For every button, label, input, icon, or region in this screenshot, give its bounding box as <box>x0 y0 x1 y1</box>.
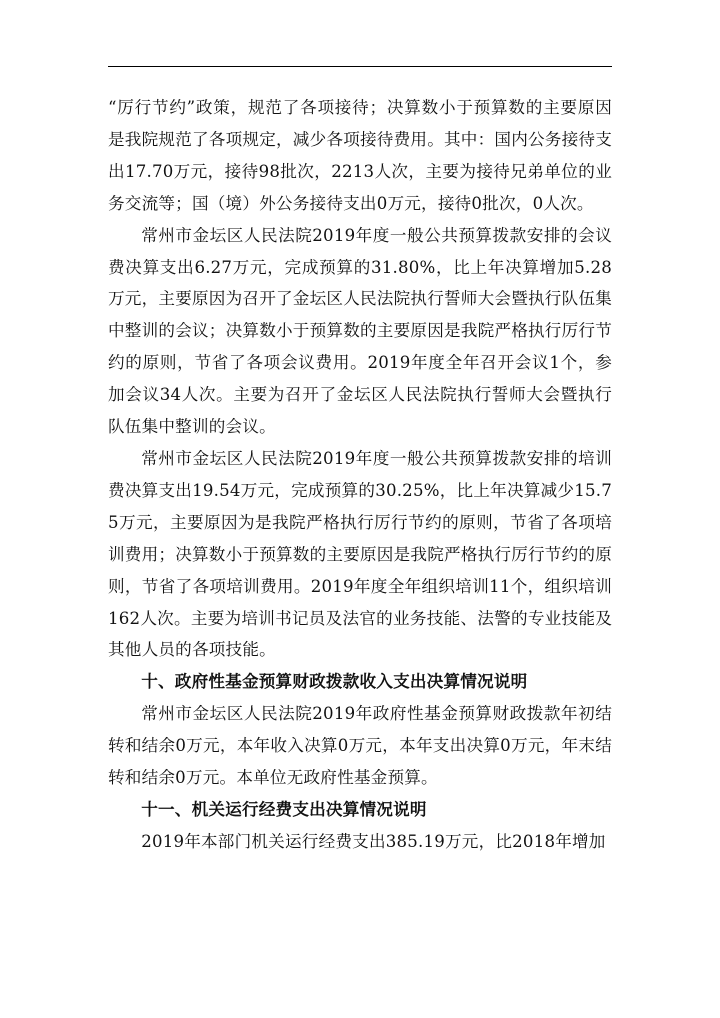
document-body <box>108 92 612 858</box>
paragraph-training-expense: 常州市金坛区人民法院2019年度一般公共预算拨款安排的培训费决算支出19.54万元，完成预算的30.25%，比上年决算减少15.75万元，主要原因为是我院严格执行厉行节约的原则，节省了各项培训费用；决算数小于预算数的主要原因是我院严格执行厉行节约的原则，节省了各项培训费用。2019年度全年组织培训11个，组织培训162人次。主要为培训书记员及法官的业务技能、法警的专业技能及其他人员的各项技能。 <box>108 448 612 660</box>
section-heading-operating-expense: 十一、机关运行经费支出决算情况说明 <box>141 799 427 819</box>
paragraph-reception-expense: “厉行节约”政策，规范了各项接待；决算数小于预算数的主要原因是我院规范了各项规定，减少各项接待费用。其中：国内公务接待支出17.70万元，接待98批次，2213人次，主要为接待兄弟单位的业务交流等；国（境）外公务接待支出0万元，接待0批次，0人次。 <box>108 98 612 213</box>
header-rule <box>108 66 612 67</box>
paragraph-meeting-expense: 常州市金坛区人民法院2019年度一般公共预算拨款安排的会议费决算支出6.27万元，完成预算的31.80%，比上年决算增加5.28万元，主要原因为召开了金坛区人民法院执行誓师大会暨执行队伍集中整训的会议；决算数小于预算数的主要原因是我院严格执行厉行节约的原则，节省了各项会议费用。2019年度全年召开会议1个，参加会议34人次。主要为召开了金坛区人民法院执行誓师大会暨执行队伍集中整训的会议。 <box>108 225 612 437</box>
section-heading-government-fund: 十、政府性基金预算财政拨款收入支出决算情况说明 <box>141 672 528 692</box>
paragraph-government-fund: 常州市金坛区人民法院2019年政府性基金预算财政拨款年初结转和结余0万元，本年收入决算0万元，本年支出决算0万元，年末结转和结余0万元。本单位无政府性基金预算。 <box>108 704 612 788</box>
paragraph-operating-expense: 2019年本部门机关运行经费支出385.19万元，比2018年增加 <box>141 831 606 851</box>
